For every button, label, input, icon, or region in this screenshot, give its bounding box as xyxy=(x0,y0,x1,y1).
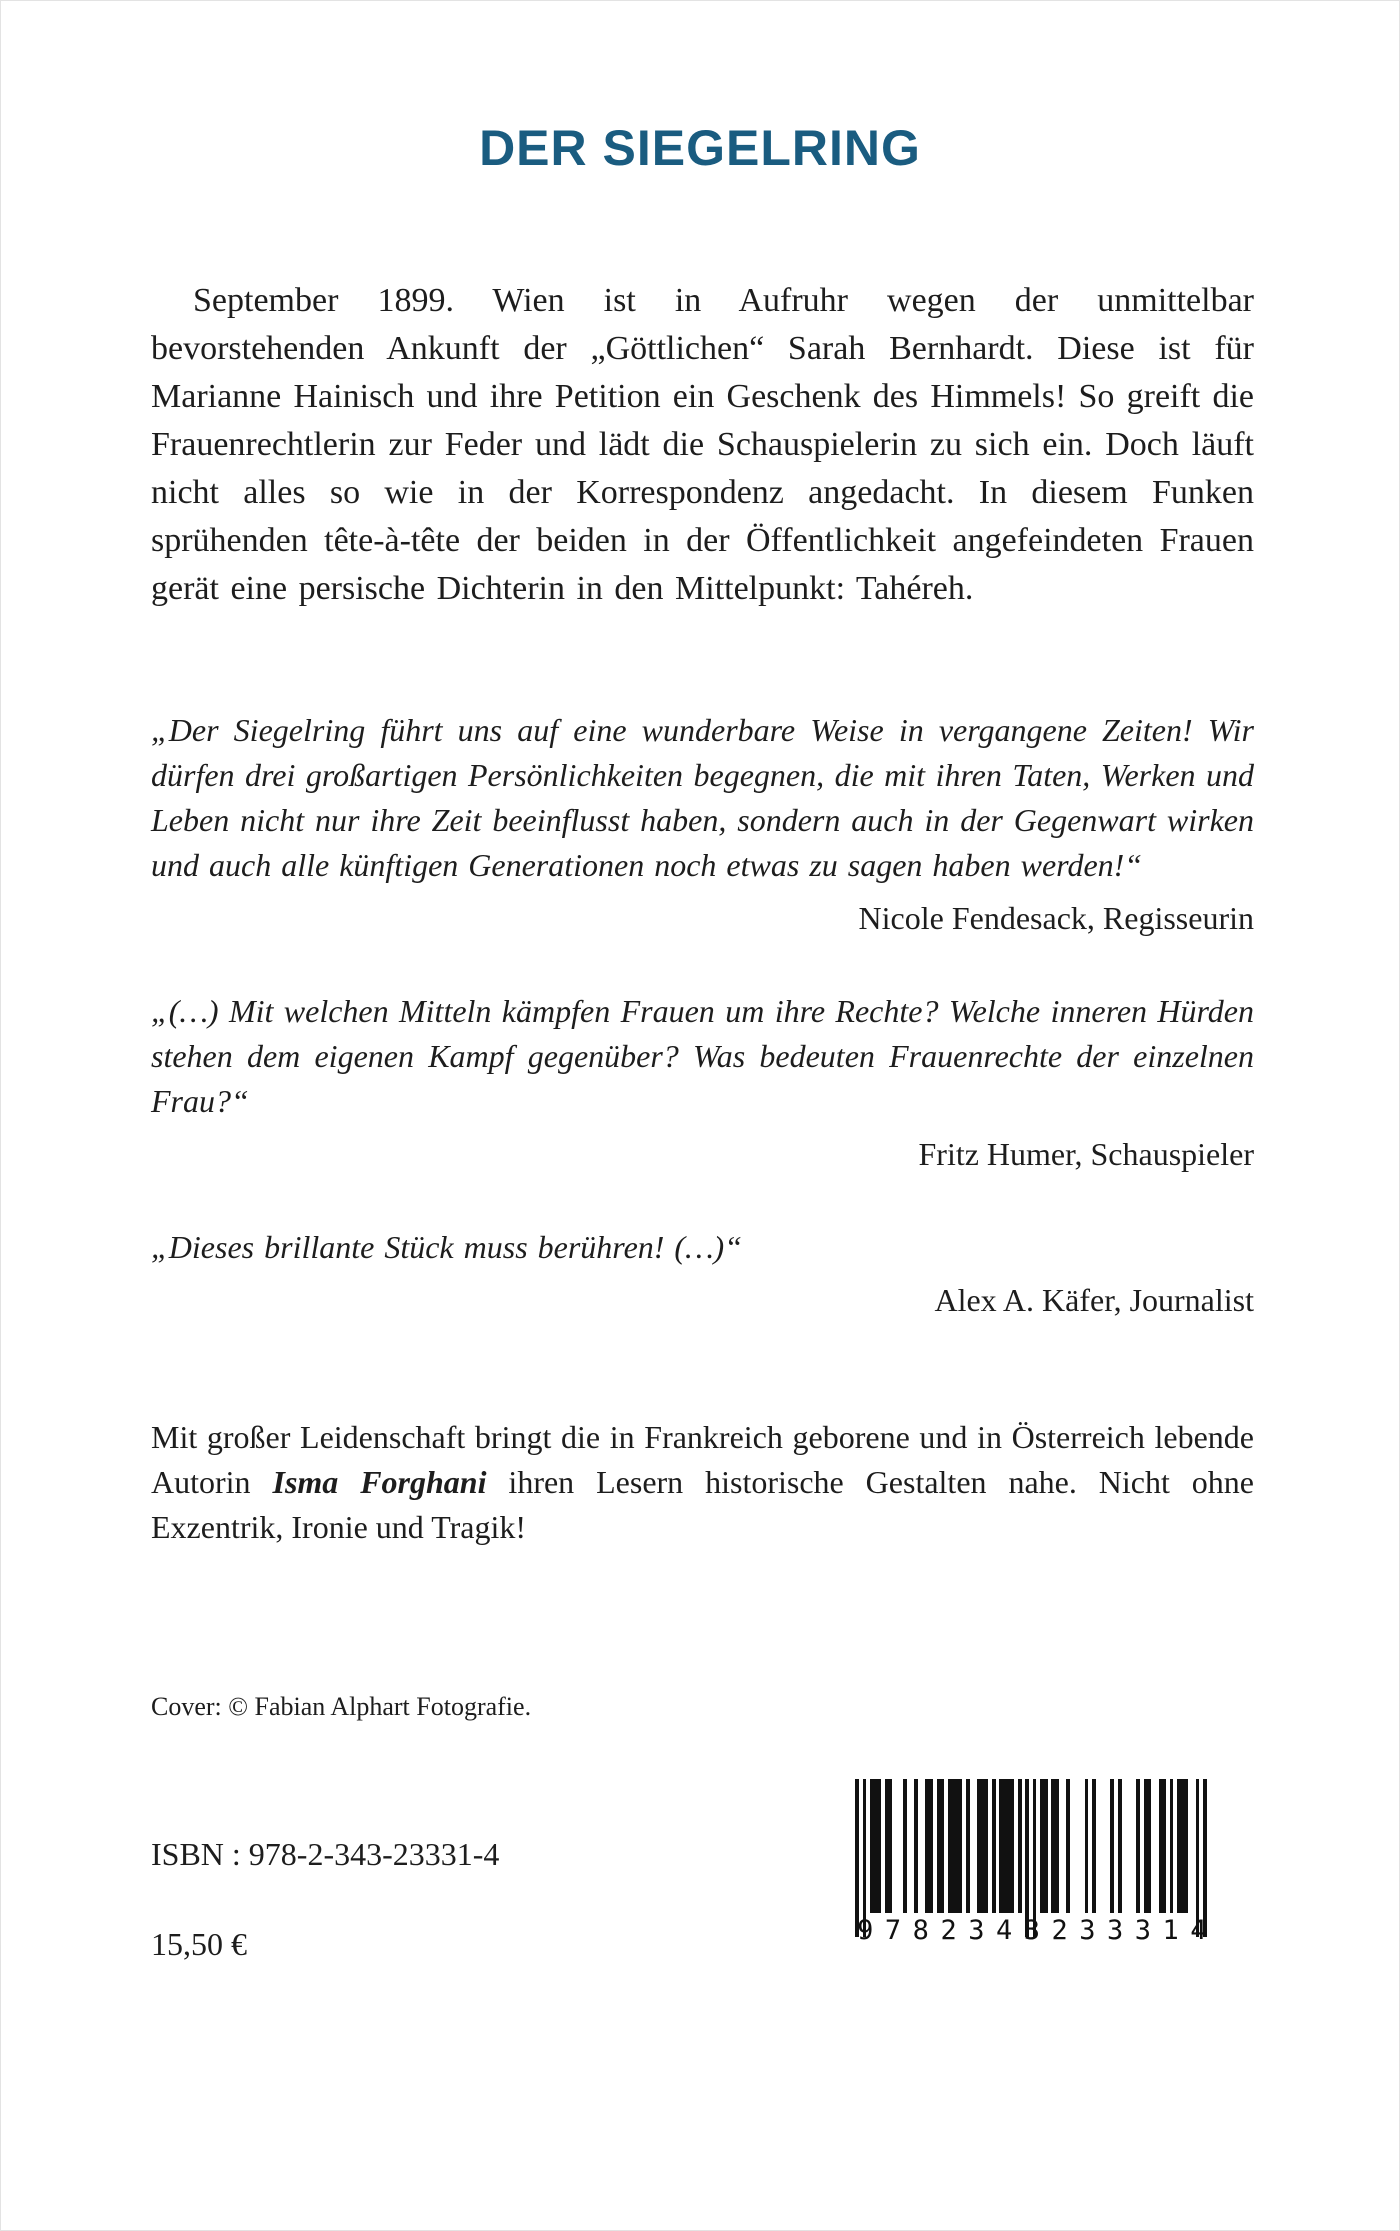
cover-credit: Cover: © Fabian Alphart Fotografie. xyxy=(151,1692,532,1721)
author-note-after: ihren Lesern historische Gestalten nahe. Nicht ohne Exzentrik, Ironie und Tragik! xyxy=(151,1464,1255,1545)
quote-attribution: Alex A. Käfer, Journalist xyxy=(934,1282,1254,1318)
barcode-digits: 9782343233314 xyxy=(857,1915,1218,1946)
book-title: DER SIEGELRING xyxy=(479,120,921,176)
synopsis-paragraph: September 1899. Wien ist in Aufruhr wegen der unmittelbar bevorstehenden Ankunft der „Göttlichen“ Sarah Bernhardt. Diese ist für Marianne Hainisch und ihre Petition ein Geschenk des Himmels! So greift die Frauenrechtlerin zur Feder und lädt die Schauspielerin zu sich ein. Doch läuft nicht alles so wie in der Korrespondenz angedacht. In diesem Funken sprühenden tête-à-tête der beiden in der Öffentlichkeit angefeindeten Frauen gerät eine persische Dichterin in den Mittelpunkt: Tahéreh. xyxy=(151,282,1254,607)
quote-text: „Der Siegelring führt uns auf eine wunderbare Weise in vergangene Zeiten! Wir dürfen drei großartigen Persönlichkeiten begegnen, die mit ihren Taten, Werken und Leben nicht nur ihre Zeit beeinflusst haben, sondern auch in der Gegenwart wirken und auch alle künftigen Generationen noch etwas zu sagen haben werden!“ xyxy=(151,712,1254,883)
footer-left xyxy=(151,1779,499,1964)
price-text: 15,50 € xyxy=(151,1926,247,1962)
author-note-before: Mit großer Leidenschaft bringt die in Frankreich geborene und in Österreich lebende Autorin xyxy=(151,1419,1254,1500)
quote-text: „(…) Mit welchen Mitteln kämpfen Frauen um ihre Rechte? Welche inneren Hürden stehen dem eigenen Kampf gegenüber? Was bedeuten Frauenrechte der einzelnen Frau?“ xyxy=(151,993,1254,1119)
quote-block xyxy=(151,989,1254,1177)
author-name: Isma Forghani xyxy=(272,1464,487,1500)
isbn-text: ISBN : 978-2-343-23331-4 xyxy=(151,1836,500,1872)
barcode-bars xyxy=(855,1779,1207,1937)
quote-block xyxy=(151,708,1254,941)
footer xyxy=(151,1779,1254,1964)
author-note xyxy=(151,1415,1254,1550)
quote-attribution: Nicole Fendesack, Regisseurin xyxy=(858,900,1254,936)
quote-block xyxy=(151,1225,1254,1323)
quote-attribution: Fritz Humer, Schauspieler xyxy=(918,1136,1254,1172)
barcode xyxy=(855,1779,1218,1946)
quote-text: „Dieses brillante Stück muss berühren! (…)“ xyxy=(151,1229,742,1265)
